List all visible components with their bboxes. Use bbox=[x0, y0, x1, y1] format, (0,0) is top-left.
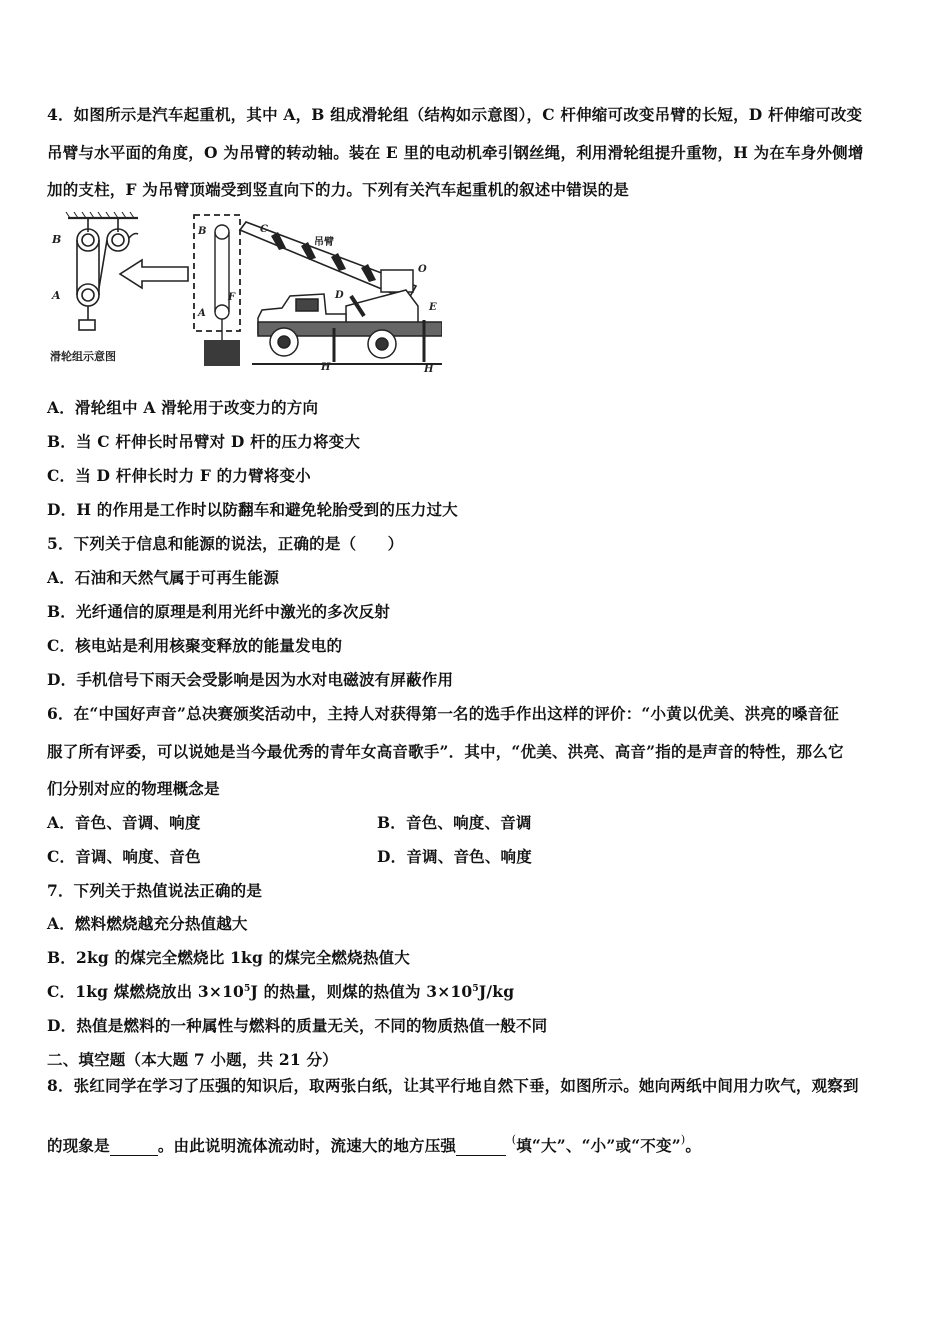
answer-blank-1[interactable] bbox=[110, 1136, 158, 1156]
label-c: C bbox=[260, 224, 268, 235]
q7-option-b: B．2kg 的煤完全燃烧比 1kg 的煤完全燃烧热值大 bbox=[47, 948, 410, 967]
q7-option-c-part-2: J 的热量，则煤的热值为 3×10 bbox=[250, 982, 473, 1001]
q7-option-c-part-1: C．1kg 煤燃烧放出 3×10 bbox=[47, 982, 245, 1001]
label-f: F bbox=[228, 292, 236, 303]
q5-option-b: B．光纤通信的原理是利用光纤中激光的多次反射 bbox=[47, 602, 391, 621]
label-b-left: B bbox=[52, 233, 62, 246]
label-d: D bbox=[335, 290, 344, 301]
q6-stem-line-3: 们分别对应的物理概念是 bbox=[47, 779, 220, 798]
q5-option-a: A．石油和天然气属于可再生能源 bbox=[47, 568, 280, 587]
crane-figure bbox=[46, 210, 442, 376]
label-arm: 吊臂 bbox=[314, 237, 334, 248]
label-a-box: A bbox=[198, 308, 206, 319]
q6-option-c: C．音调、响度、音色 bbox=[47, 847, 201, 866]
q8-end: 。 bbox=[685, 1136, 702, 1155]
q4-option-b: B．当 C 杆伸长时吊臂对 D 杆的压力将变大 bbox=[47, 432, 361, 451]
section-2-title: 二、填空题（本大题 7 小题，共 21 分） bbox=[47, 1050, 338, 1069]
truck bbox=[252, 270, 442, 364]
weight-block bbox=[204, 340, 240, 366]
q6-stem-line-2: 服了所有评委，可以说她是当今最优秀的青年女高音歌手”．其中，“优美、洪亮、高音”指的是声音的特性，那么它 bbox=[47, 742, 844, 761]
q7-option-c-exp-2: 5 bbox=[472, 983, 479, 994]
q8-part-1: 的现象是 bbox=[47, 1136, 110, 1155]
q7-option-c bbox=[47, 980, 514, 1002]
q4-option-c: C．当 D 杆伸长时力 F 的力臂将变小 bbox=[47, 466, 311, 485]
label-e: E bbox=[429, 302, 437, 313]
arrow-left-icon bbox=[120, 260, 188, 288]
q6-option-a: A．音色、音调、响度 bbox=[47, 813, 201, 832]
q7-option-c-exp-1: 5 bbox=[244, 983, 251, 994]
label-o: O bbox=[418, 264, 427, 275]
q7-option-a: A．燃料燃烧越充分热值越大 bbox=[47, 914, 248, 933]
q8-part-2: 。由此说明流体流动时，流速大的地方压强 bbox=[157, 1136, 457, 1155]
q4-stem-line-3: 加的支柱，F 为吊臂顶端受到竖直向下的力。下列有关汽车起重机的叙述中错误的是 bbox=[47, 180, 630, 199]
label-a-left: A bbox=[52, 289, 61, 302]
q4-option-d: D．H 的作用是工作时以防翻车和避免轮胎受到的压力过大 bbox=[47, 500, 458, 519]
q4-option-a: A．滑轮组中 A 滑轮用于改变力的方向 bbox=[47, 398, 319, 417]
paren-open: ( bbox=[511, 1133, 517, 1146]
q8-hint: 填“大”、“小”或“不变” bbox=[516, 1136, 681, 1155]
q5-stem: 5．下列关于信息和能源的说法，正确的是（ ） bbox=[47, 534, 404, 553]
label-h-2: H bbox=[424, 364, 434, 375]
answer-blank-2[interactable] bbox=[456, 1136, 506, 1156]
q6-stem-line-1: 6．在“中国好声音”总决赛颁奖活动中，主持人对获得第一名的选手作出这样的评价：“小黄以优美、洪亮的嗓音征 bbox=[47, 704, 839, 723]
box-pulleys bbox=[215, 225, 229, 340]
q7-option-d: D．热值是燃料的一种属性与燃料的质量无关，不同的物质热值一般不同 bbox=[47, 1016, 548, 1035]
paren-close: ) bbox=[680, 1133, 686, 1146]
q8-stem-line-2 bbox=[47, 1134, 701, 1156]
label-h-1: H bbox=[321, 362, 331, 373]
q7-stem: 7．下列关于热值说法正确的是 bbox=[47, 881, 263, 900]
label-b-box: B bbox=[198, 226, 207, 237]
q5-option-d: D．手机信号下雨天会受影响是因为水对电磁波有屏蔽作用 bbox=[47, 670, 454, 689]
q6-option-d: D．音调、音色、响度 bbox=[377, 847, 532, 866]
q5-option-c: C．核电站是利用核聚变释放的能量发电的 bbox=[47, 636, 343, 655]
q4-stem-line-2: 吊臂与水平面的角度，O 为吊臂的转动轴。装在 E 里的电动机牵引钢丝绳，利用滑轮组提升重物，H 为在车身外侧增 bbox=[47, 143, 864, 162]
q7-option-c-part-3: J/kg bbox=[478, 982, 515, 1001]
q6-option-b: B．音色、响度、音调 bbox=[377, 813, 532, 832]
q4-stem-line-1: 4．如图所示是汽车起重机，其中 A，B 组成滑轮组（结构如示意图），C 杆伸缩可改变吊臂的长短，D 杆伸缩可改变 bbox=[47, 105, 863, 124]
q8-stem-line-1: 8．张红同学在学习了压强的知识后，取两张白纸，让其平行地自然下垂，如图所示。她向两纸中间用力吹气，观察到 bbox=[47, 1076, 859, 1095]
figure-caption: 滑轮组示意图 bbox=[50, 350, 116, 363]
